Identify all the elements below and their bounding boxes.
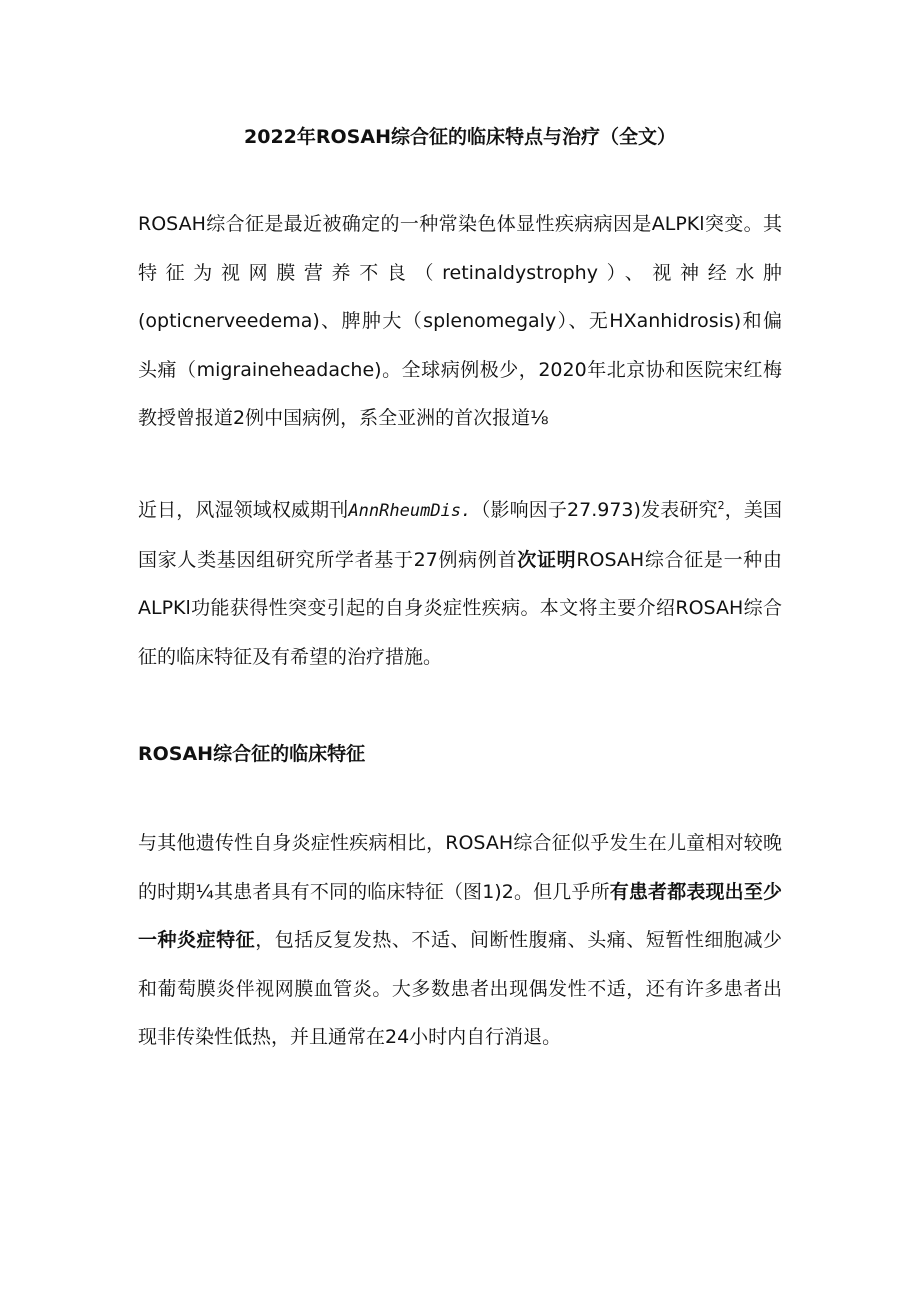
paragraph-features-text-1: 与其他遗传性自身炎症性疾病相比，ROSAH综合征似乎发生在儿童相对较晚的时期¼其患者具有不同的临床特征（图1)2。但几乎所	[138, 832, 782, 903]
paragraph-intro	[138, 200, 782, 443]
paragraph-intro-text: ROSAH综合征是最近被确定的一种常染色体显性疾病病因是ALPKl突变。其特征为视网膜营养不良（retinaldystrophy）、视神经水肿(opticnerveedema)、脾肿大（splenomegaly）、无HXanhidrosis)和偏头痛（migraineheadache)。全球病例极少，2020年北京协和医院宋红梅教授曾报道2例中国病例，系全亚洲的首次报道⅛	[138, 213, 782, 429]
document-title: 2022年ROSAH综合征的临床特点与治疗（全文）	[244, 126, 676, 148]
paragraph-features-text-2: ，包括反复发热、不适、间断性腹痛、头痛、短暂性细胞减少和葡萄膜炎伴视网膜血管炎。大多数患者出现偶发性不适，还有许多患者出现非传染性低热，并且通常在24小时内自行消退。	[138, 929, 782, 1048]
paragraph-features	[138, 819, 782, 1062]
paragraph-study-text-1: 近日，风湿领域权威期刊	[138, 499, 349, 521]
paragraph-study-text-2: （影响因子27.973)发表研究	[471, 499, 718, 521]
paragraph-study-bold: 次证明	[517, 548, 577, 571]
paragraph-study-text-3: ，美国国家人类基因组研究所学者基于27例病例首	[138, 499, 782, 571]
section-heading: ROSAH综合征的临床特征	[138, 743, 366, 765]
paragraph-study	[138, 486, 782, 681]
paragraph-study-text-4: ROSAH综合征是一种由ALPKl功能获得性突变引起的自身炎症性疾病。本文将主要介绍ROSAH综合征的临床特征及有希望的治疗措施。	[138, 548, 782, 668]
paragraph-features-bold: 有患者都表现出至少一种炎症特征	[138, 880, 782, 951]
journal-name: AnnRheumDis.	[348, 501, 472, 521]
reference-mark: 2	[717, 499, 725, 512]
